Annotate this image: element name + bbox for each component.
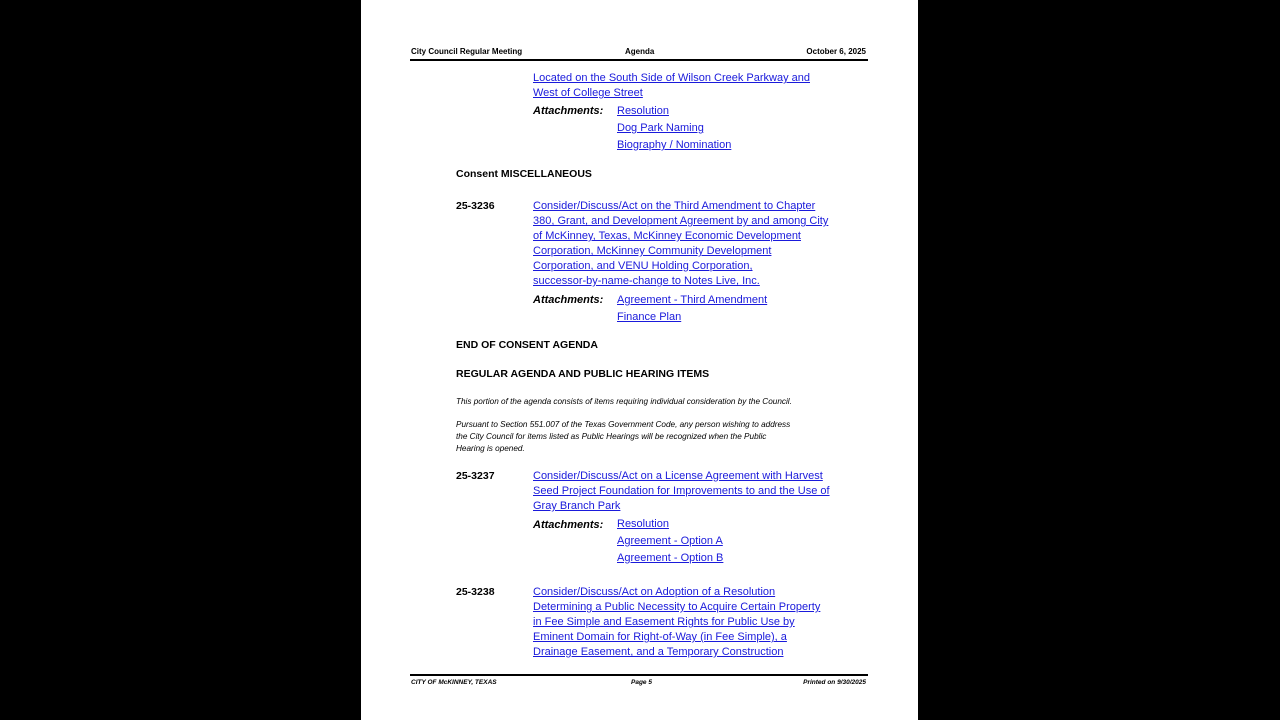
- header-divider: [410, 59, 868, 61]
- item-number: 25-3237: [456, 470, 495, 482]
- document-page: [361, 0, 918, 720]
- footer-city: CITY OF McKINNEY, TEXAS: [411, 679, 497, 686]
- attachment-link[interactable]: Agreement - Option A: [617, 535, 723, 547]
- attachments-label: Attachments:: [533, 105, 604, 117]
- section-heading-consent-misc: Consent MISCELLANEOUS: [456, 168, 592, 180]
- attachment-link[interactable]: Finance Plan: [617, 311, 682, 323]
- agenda-item-link[interactable]: Seed Project Foundation for Improvements to and the Use of: [533, 485, 830, 497]
- agenda-item-link[interactable]: of McKinney, Texas, McKinney Economic Development: [533, 230, 801, 242]
- footer-print-date: Printed on 9/30/2025: [803, 679, 866, 686]
- agenda-item-link[interactable]: Corporation, and VENU Holding Corporation,: [533, 260, 753, 272]
- header-agenda-label: Agenda: [625, 47, 655, 56]
- agenda-item-link[interactable]: Consider/Discuss/Act on Adoption of a Resolution: [533, 586, 776, 598]
- item-number: 25-3238: [456, 586, 495, 598]
- section-heading-regular-agenda: REGULAR AGENDA AND PUBLIC HEARING ITEMS: [456, 368, 710, 380]
- attachment-link[interactable]: Dog Park Naming: [617, 122, 704, 134]
- agenda-item-link[interactable]: Gray Branch Park: [533, 500, 621, 512]
- public-hearing-note: Pursuant to Section 551.007 of the Texas Government Code, any person wishing to address: [456, 420, 791, 429]
- footer-page-number: Page 5: [631, 679, 652, 686]
- agenda-item-link[interactable]: successor-by-name-change to Notes Live, Inc.: [533, 275, 760, 287]
- agenda-item-link[interactable]: Corporation, McKinney Community Development: [533, 245, 772, 257]
- public-hearing-note: Hearing is opened.: [456, 444, 525, 453]
- header-date: October 6, 2025: [806, 47, 866, 56]
- agenda-item-link[interactable]: Eminent Domain for Right-of-Way (in Fee Simple), a: [533, 631, 787, 643]
- agenda-item-link[interactable]: Drainage Easement, and a Temporary Construction: [533, 646, 784, 658]
- agenda-item-link[interactable]: in Fee Simple and Easement Rights for Public Use by: [533, 616, 795, 628]
- agenda-item-link[interactable]: West of College Street: [533, 87, 643, 99]
- header-meeting-title: City Council Regular Meeting: [411, 47, 523, 56]
- section-heading-end-consent: END OF CONSENT AGENDA: [456, 339, 598, 351]
- regular-agenda-note: This portion of the agenda consists of items requiring individual consideration by the Council.: [456, 397, 792, 406]
- attachments-label: Attachments:: [533, 519, 604, 531]
- agenda-item-link[interactable]: 380, Grant, and Development Agreement by and among City: [533, 215, 829, 227]
- item-number: 25-3236: [456, 200, 495, 212]
- attachments-label: Attachments:: [533, 294, 604, 306]
- public-hearing-note: the City Council for items listed as Public Hearings will be recognized when the Public: [456, 432, 767, 441]
- agenda-item-link[interactable]: Consider/Discuss/Act on the Third Amendment to Chapter: [533, 200, 816, 212]
- attachment-link[interactable]: Biography / Nomination: [617, 139, 732, 151]
- attachment-link[interactable]: Agreement - Option B: [617, 552, 724, 564]
- agenda-item-link[interactable]: Located on the South Side of Wilson Creek Parkway and: [533, 72, 810, 84]
- attachment-link[interactable]: Resolution: [617, 518, 669, 530]
- footer-divider: [410, 674, 868, 676]
- agenda-item-link[interactable]: Consider/Discuss/Act on a License Agreement with Harvest: [533, 470, 823, 482]
- attachment-link[interactable]: Resolution: [617, 105, 669, 117]
- attachment-link[interactable]: Agreement - Third Amendment: [617, 294, 768, 306]
- agenda-item-link[interactable]: Determining a Public Necessity to Acquire Certain Property: [533, 601, 821, 613]
